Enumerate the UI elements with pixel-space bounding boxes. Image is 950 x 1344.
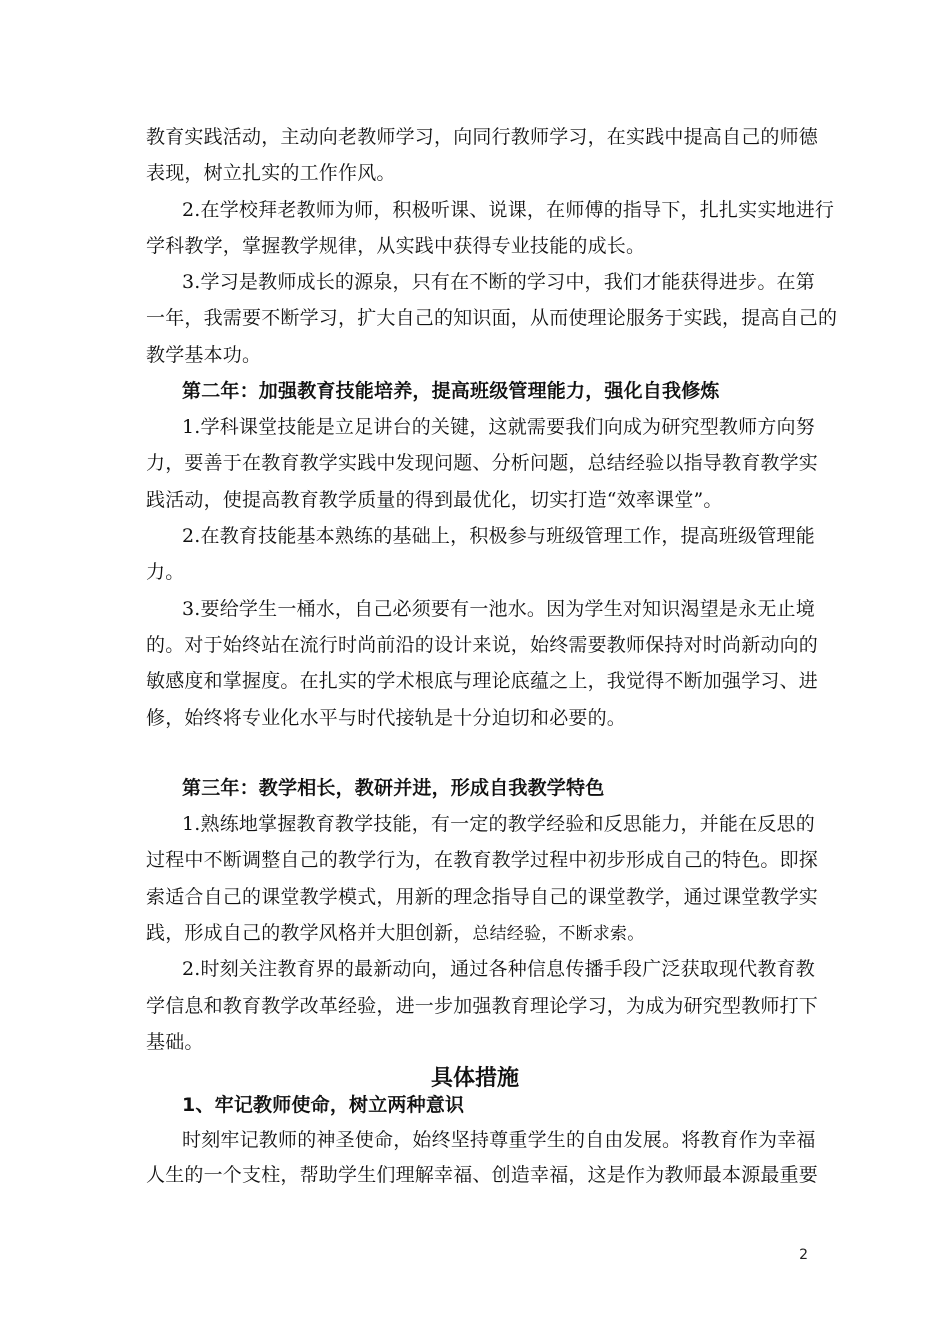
paragraph-line-main: 践，形成自己的教学风格并大胆创新， <box>146 922 473 944</box>
paragraph-line: 力，要善于在教育教学实践中发现问题、分析问题，总结经验以指导教育教学实 <box>146 452 819 474</box>
paragraph-line: 教育实践活动，主动向老教师学习，向同行教师学习，在实践中提高自己的师德 <box>146 126 819 148</box>
paragraph-line: 2.在教育技能基本熟练的基础上，积极参与班级管理工作，提高班级管理能 <box>182 525 815 547</box>
paragraph-line: 2.时刻关注教育界的最新动向，通过各种信息传播手段广泛获取现代教育教 <box>182 958 815 980</box>
paragraph-line: 学信息和教育教学改革经验，进一步加强教育理论学习，为成为研究型教师打下 <box>146 995 819 1017</box>
paragraph-line: 3.要给学生一桶水，自己必须要有一池水。因为学生对知识渴望是永无止境 <box>182 598 815 620</box>
paragraph-line: 3.学习是教师成长的源泉，只有在不断的学习中，我们才能获得进步。在第 <box>182 271 815 293</box>
paragraph-line: 修，始终将专业化水平与时代接轨是十分迫切和必要的。 <box>146 707 627 729</box>
paragraph-line: 表现，树立扎实的工作作风。 <box>146 162 396 184</box>
paragraph-line <box>146 921 644 946</box>
paragraph-line: 人生的一个支柱，帮助学生们理解幸福、创造幸福，这是作为教师最本源最重要 <box>146 1164 819 1186</box>
paragraph-line: 基础。 <box>146 1031 204 1053</box>
paragraph-line: 教学基本功。 <box>146 344 262 366</box>
paragraph-line: 力。 <box>146 561 185 583</box>
paragraph-line: 时刻牢记教师的神圣使命，始终坚持尊重学生的自由发展。将教育作为幸福 <box>182 1129 816 1151</box>
section-title: 具体措施 <box>430 1066 519 1091</box>
year-three-heading: 第三年：教学相长，教研并进，形成自我教学特色 <box>182 777 605 799</box>
paragraph-line: 敏感度和掌握度。在扎实的学术根底与理论底蕴之上，我觉得不断加强学习、进 <box>146 670 819 692</box>
paragraph-line: 过程中不断调整自己的教学行为，在教育教学过程中初步形成自己的特色。即探 <box>146 849 819 871</box>
paragraph-line: 的。对于始终站在流行时尚前沿的设计来说，始终需要教师保持对时尚新动向的 <box>146 634 819 656</box>
paragraph-line: 学科教学，掌握教学规律，从实践中获得专业技能的成长。 <box>146 235 646 257</box>
paragraph-line: 1.熟练地掌握教育教学技能，有一定的教学经验和反思能力，并能在反思的 <box>182 813 815 835</box>
paragraph-line: 一年，我需要不断学习，扩大自己的知识面，从而使理论服务于实践，提高自己的 <box>146 307 838 329</box>
page-number: 2 <box>799 1247 808 1263</box>
paragraph-line-small: 总结经验，不断求索。 <box>472 924 645 944</box>
paragraph-line: 索适合自己的课堂教学模式，用新的理念指导自己的课堂教学，通过课堂教学实 <box>146 886 819 908</box>
paragraph-line: 2.在学校拜老教师为师，积极听课、说课，在师傅的指导下，扎扎实实地进行 <box>182 199 835 221</box>
paragraph-line: 践活动，使提高教育教学质量的得到最优化，切实打造“效率课堂”。 <box>146 489 723 511</box>
measure-one-heading: 1、牢记教师使命，树立两种意识 <box>182 1094 465 1116</box>
year-two-heading: 第二年：加强教育技能培养，提高班级管理能力，强化自我修炼 <box>182 380 720 402</box>
paragraph-line: 1.学科课堂技能是立足讲台的关键，这就需要我们向成为研究型教师方向努 <box>182 416 815 438</box>
